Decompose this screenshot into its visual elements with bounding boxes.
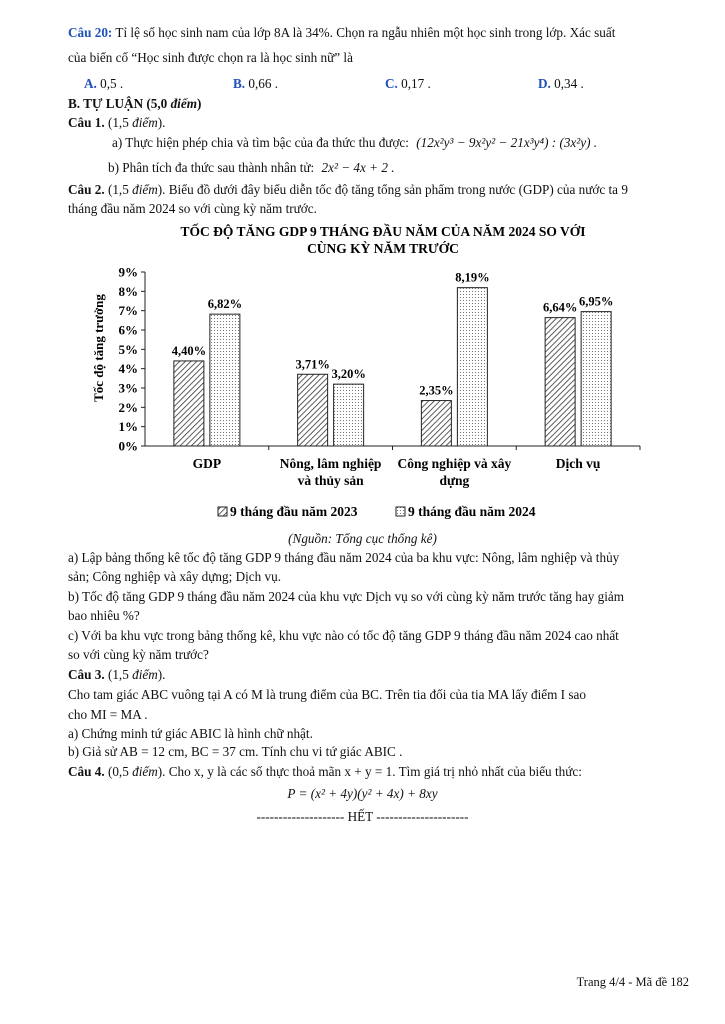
q20-text1: Tỉ lệ số học sinh nam của lớp 8A là 34%. Chọn ra ngẫu nhiên một học sinh trong lớp. Xác suất	[112, 25, 616, 40]
c2-qc-line2: so với cùng kỳ năm trước?	[68, 647, 209, 662]
y-tick-label: 1%	[118, 419, 138, 435]
bar	[421, 401, 451, 446]
c4-header	[68, 763, 582, 781]
bar	[174, 361, 204, 446]
chart-source: (Nguồn: Tổng cục thống kê)	[288, 531, 437, 546]
q20-line2: của biến cố “Học sinh được chọn ra là học sinh nữ” là	[68, 50, 353, 65]
option-value: 0,17 .	[401, 76, 431, 91]
gdp-bar-chart	[0, 218, 725, 528]
c1-b-text: b) Phân tích đa thức sau thành nhân tử:	[108, 160, 315, 175]
bar	[298, 374, 328, 446]
y-axis-label: Tốc độ tăng trưởng	[91, 294, 106, 402]
c3-part-a: a) Chứng minh tứ giác ABIC là hình chữ nhật.	[68, 726, 313, 741]
c3-points: (1,5	[104, 667, 133, 682]
c1-label: Câu 1.	[68, 115, 105, 130]
data-label: 3,71%	[295, 357, 330, 372]
c1-a-text: a) Thực hiện phép chia và tìm bậc của đa thức thu được:	[112, 135, 409, 150]
y-tick-label: 9%	[118, 264, 138, 280]
legend-swatch	[396, 507, 405, 516]
option-value: 0,66 .	[248, 76, 279, 91]
x-category-label: Nông, lâm nghiệp	[279, 456, 382, 471]
c4-expression: P = (x² + 4y)(y² + 4x) + 8xy	[287, 786, 438, 801]
legend-label: 9 tháng đầu năm 2023	[230, 504, 358, 519]
chart-subtitle: CÙNG KỲ NĂM TRƯỚC	[307, 241, 459, 256]
x-category-label: Công nghiệp và xây	[397, 456, 512, 471]
c2-intro-text: Biểu đồ dưới đây biểu diễn tốc độ tăng tổng sản phẩm trong nước (GDP) của nước ta 9	[165, 182, 628, 197]
section-title-italic: điểm	[170, 96, 197, 111]
c4-text: Cho x, y là các số thực thoả mãn x + y = 1. Tìm giá trị nhỏ nhất của biểu thức:	[165, 764, 582, 779]
c1-part-b	[108, 159, 395, 177]
y-tick-label: 7%	[118, 303, 138, 319]
section-b-title	[68, 95, 201, 113]
plot-area	[119, 265, 641, 489]
option-label: B.	[233, 76, 246, 91]
c2-intro-line2: tháng đầu năm 2024 so với cùng kỳ năm trước.	[68, 201, 317, 216]
x-category-label: dựng	[439, 473, 470, 488]
chart-title: TỐC ĐỘ TĂNG GDP 9 THÁNG ĐẦU NĂM CỦA NĂM 2024 SO VỚI	[180, 224, 586, 239]
y-tick-label: 3%	[118, 380, 138, 396]
q20-option-c	[385, 75, 431, 93]
c2-qb-line1: b) Tốc độ tăng GDP 9 tháng đầu năm 2024 của khu vực Dịch vụ so với cùng kỳ năm trước tăng hay giảm	[68, 589, 624, 604]
option-label: C.	[385, 76, 398, 91]
c2-qc-line1: c) Với ba khu vực trong bảng thống kê, khu vực nào có tốc độ tăng GDP 9 tháng đầu năm 2024 cao nhất	[68, 628, 619, 643]
c1-header	[68, 114, 165, 132]
c4-points-italic: điểm	[132, 764, 158, 779]
x-category-label: Dịch vụ	[555, 456, 601, 471]
c2-qa-line2: sản; Công nghiệp và xây dựng; Dịch vụ.	[68, 569, 281, 584]
x-category-label: GDP	[192, 456, 222, 471]
legend-swatch	[218, 507, 227, 516]
c2-points-end: ).	[157, 182, 166, 197]
y-tick-label: 4%	[118, 361, 138, 377]
chart-legend	[218, 504, 536, 519]
data-label: 4,40%	[171, 343, 207, 358]
bar	[581, 312, 611, 446]
option-value: 0,5 .	[100, 76, 124, 91]
c2-label: Câu 2.	[68, 182, 105, 197]
option-label: D.	[538, 76, 551, 91]
section-title-end: )	[196, 96, 202, 111]
q20-line1	[68, 24, 615, 42]
data-label: 6,82%	[207, 297, 243, 312]
c1-points: (1,5	[104, 115, 133, 130]
y-tick-label: 2%	[118, 399, 138, 415]
page-footer: Trang 4/4 - Mã đề 182	[576, 975, 689, 989]
q20-option-a	[84, 75, 123, 93]
c3-part-b: b) Giả sử AB = 12 cm, BC = 37 cm. Tính chu vi tứ giác ABIC .	[68, 744, 403, 759]
data-label: 6,64%	[542, 300, 578, 315]
c2-intro-line1	[68, 181, 628, 199]
c3-header	[68, 666, 165, 684]
c3-points-italic: điểm	[132, 667, 158, 682]
c3-label: Câu 3.	[68, 667, 105, 682]
x-category-label: và thủy sản	[297, 473, 364, 488]
option-value: 0,34 .	[554, 76, 584, 91]
y-tick-label: 0%	[118, 438, 138, 454]
end-marker: -------------------- HẾT ---------------------	[256, 809, 469, 824]
c1-b-expression: 2x² − 4x + 2 .	[321, 160, 395, 175]
data-label: 6,95%	[578, 294, 614, 309]
bar	[334, 384, 364, 446]
c4-points: (0,5	[104, 764, 133, 779]
c2-qb-line2: bao nhiêu %?	[68, 608, 140, 623]
y-tick-label: 8%	[118, 283, 138, 299]
legend-label: 9 tháng đầu năm 2024	[408, 504, 536, 519]
c2-qa-line1: a) Lập bảng thống kê tốc độ tăng GDP 9 tháng đầu năm 2024 của ba khu vực: Nông, lâm nghiệp và thủy	[68, 550, 620, 565]
c2-points: (1,5	[104, 182, 133, 197]
c3-line1: Cho tam giác ABC vuông tại A có M là trung điểm của BC. Trên tia đối của tia MA lấy điểm I sao	[68, 687, 586, 702]
c4-label: Câu 4.	[68, 764, 105, 779]
c1-points-italic: điểm	[132, 115, 158, 130]
option-label: A.	[84, 76, 97, 91]
data-label: 2,35%	[419, 383, 454, 398]
data-label: 8,19%	[455, 270, 490, 285]
c3-points-end: ).	[157, 667, 166, 682]
c4-points-end: ).	[157, 764, 166, 779]
q20-option-b	[233, 75, 278, 93]
bar	[457, 288, 487, 446]
bar	[545, 318, 575, 446]
c1-part-a	[112, 134, 597, 152]
y-tick-label: 6%	[118, 322, 138, 338]
q20-label: Câu 20:	[68, 25, 113, 40]
bar	[210, 314, 240, 446]
c1-points-end: ).	[157, 115, 166, 130]
c2-points-italic: điểm	[132, 182, 158, 197]
data-label: 3,20%	[331, 367, 366, 382]
c1-a-expression: (12x²y³ − 9x²y² − 21x³y⁴) : (3x²y) .	[416, 135, 598, 150]
c3-line2: cho MI = MA .	[68, 707, 148, 722]
q20-option-d	[538, 75, 584, 93]
y-tick-label: 5%	[118, 341, 138, 357]
section-title-text: B. TỰ LUẬN (5,0	[68, 96, 171, 111]
